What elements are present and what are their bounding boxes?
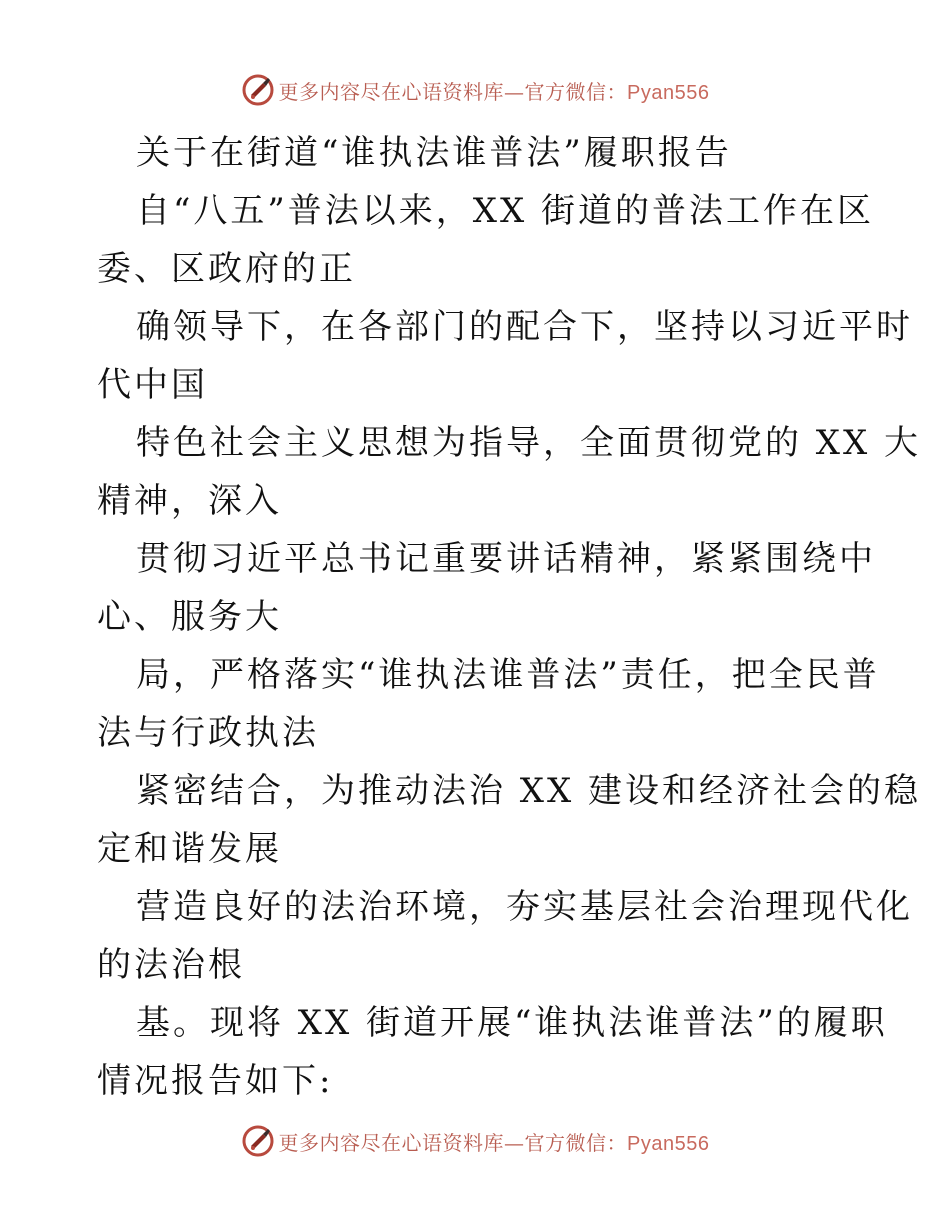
document-line: 定和谐发展 xyxy=(97,829,282,869)
watermark-text: 更多内容尽在心语资料库—官方微信：Pyan556 xyxy=(278,79,710,104)
footer-watermark xyxy=(0,1121,950,1161)
document-line: 特色社会主义思想为指导，全面贯彻党的 XX 大 xyxy=(136,423,922,463)
document-line: 法与行政执法 xyxy=(97,713,319,753)
watermark-logo-icon xyxy=(241,1124,275,1158)
document-line: 贯彻习近平总书记重要讲话精神，紧紧围绕中 xyxy=(136,539,876,579)
document-line: 精神，深入 xyxy=(97,481,282,521)
document-line: 自“八五”普法以来，XX 街道的普法工作在区 xyxy=(136,191,874,231)
watermark-text: 更多内容尽在心语资料库—官方微信：Pyan556 xyxy=(278,1130,710,1155)
document-line: 心、服务大 xyxy=(97,597,282,637)
document-line: 营造良好的法治环境，夯实基层社会治理现代化 xyxy=(136,887,913,927)
document-line: 情况报告如下: xyxy=(97,1061,334,1101)
document-line: 确领导下，在各部门的配合下，坚持以习近平时 xyxy=(136,307,913,347)
document-line: 代中国 xyxy=(97,365,208,405)
document-line: 基。现将 XX 街道开展“谁执法谁普法”的履职 xyxy=(136,1003,888,1043)
watermark-handle: Pyan556 xyxy=(627,1132,710,1155)
document-line: 局，严格落实“谁执法谁普法”责任，把全民普 xyxy=(136,655,880,695)
document-line: 紧密结合，为推动法治 XX 建设和经济社会的稳 xyxy=(136,771,922,811)
header-watermark xyxy=(0,70,950,110)
document-body xyxy=(97,124,922,1110)
watermark-logo-icon xyxy=(241,73,275,107)
document-line: 委、区政府的正 xyxy=(97,249,356,289)
document-line: 关于在街道“谁执法谁普法”履职报告 xyxy=(136,133,732,173)
watermark-handle: Pyan556 xyxy=(627,81,710,104)
document-line: 的法治根 xyxy=(97,945,245,985)
